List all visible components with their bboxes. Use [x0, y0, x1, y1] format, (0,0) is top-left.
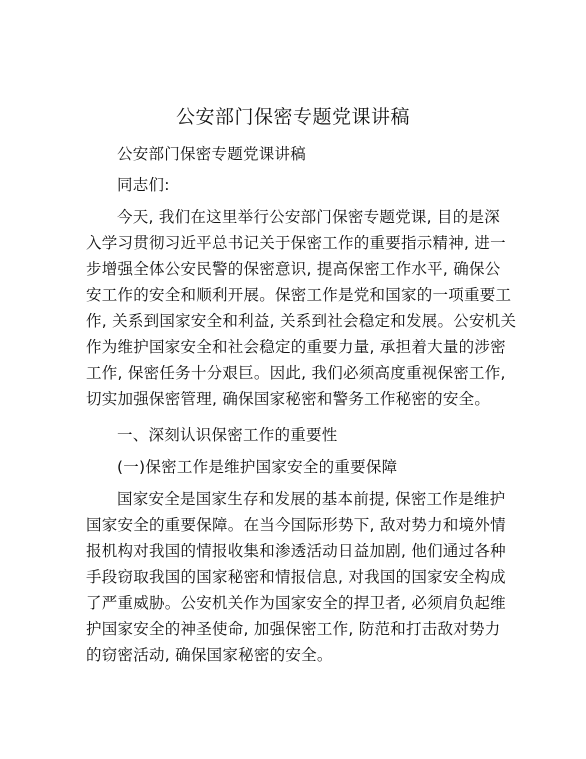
paragraph-1-line-6: 作为维护国家安全和社会稳定的重要力量, 承担着大量的涉密: [86, 338, 506, 356]
paragraph-1-line-5: 作, 关系到国家安全和利益, 关系到社会稳定和发展。公安机关: [86, 312, 517, 330]
paragraph-1-line-8: 切实加强保密管理, 确保国家秘密和警务工作秘密的安全。: [86, 390, 491, 408]
paragraph-1-line-7: 工作, 保密任务十分艰巨。因此, 我们必须高度重视保密工作,: [86, 364, 506, 382]
paragraph-1-line-1: 今天, 我们在这里举行公安部门保密专题党课, 目的是深: [117, 208, 500, 226]
salutation: 同志们:: [117, 176, 170, 194]
paragraph-2-line-5: 了严重威胁。公安机关作为国家安全的捍卫者, 必须肩负起维: [86, 594, 506, 612]
paragraph-2-line-4: 手段窃取我国的国家秘密和情报信息, 对我国的国家安全构成: [86, 568, 506, 586]
paragraph-2-line-6: 护国家安全的神圣使命, 加强保密工作, 防范和打击敌对势力: [86, 620, 501, 638]
paragraph-1-line-4: 安工作的安全和顺利开展。保密工作是党和国家的一项重要工: [86, 286, 512, 304]
document-title: 公安部门保密专题党课讲稿: [175, 106, 410, 128]
section-heading-1: 一、深刻认识保密工作的重要性: [117, 426, 338, 444]
paragraph-2-line-2: 国家安全的重要保障。在当今国际形势下, 敌对势力和境外情: [86, 516, 506, 534]
paragraph-2-line-7: 的窃密活动, 确保国家秘密的安全。: [86, 646, 333, 664]
paragraph-2-line-3: 报机构对我国的情报收集和渗透活动日益加剧, 他们通过各种: [86, 542, 506, 560]
document-subtitle: 公安部门保密专题党课讲稿: [117, 145, 307, 163]
paragraph-2-line-1: 国家安全是国家生存和发展的基本前提, 保密工作是维护: [117, 490, 506, 508]
paragraph-1-line-3: 步增强全体公安民警的保密意识, 提高保密工作水平, 确保公: [86, 260, 501, 278]
subsection-heading-1-1: (一)保密工作是维护国家安全的重要保障: [117, 458, 398, 476]
paragraph-1-line-2: 入学习贯彻习近平总书记关于保密工作的重要指示精神, 进一: [86, 234, 506, 252]
